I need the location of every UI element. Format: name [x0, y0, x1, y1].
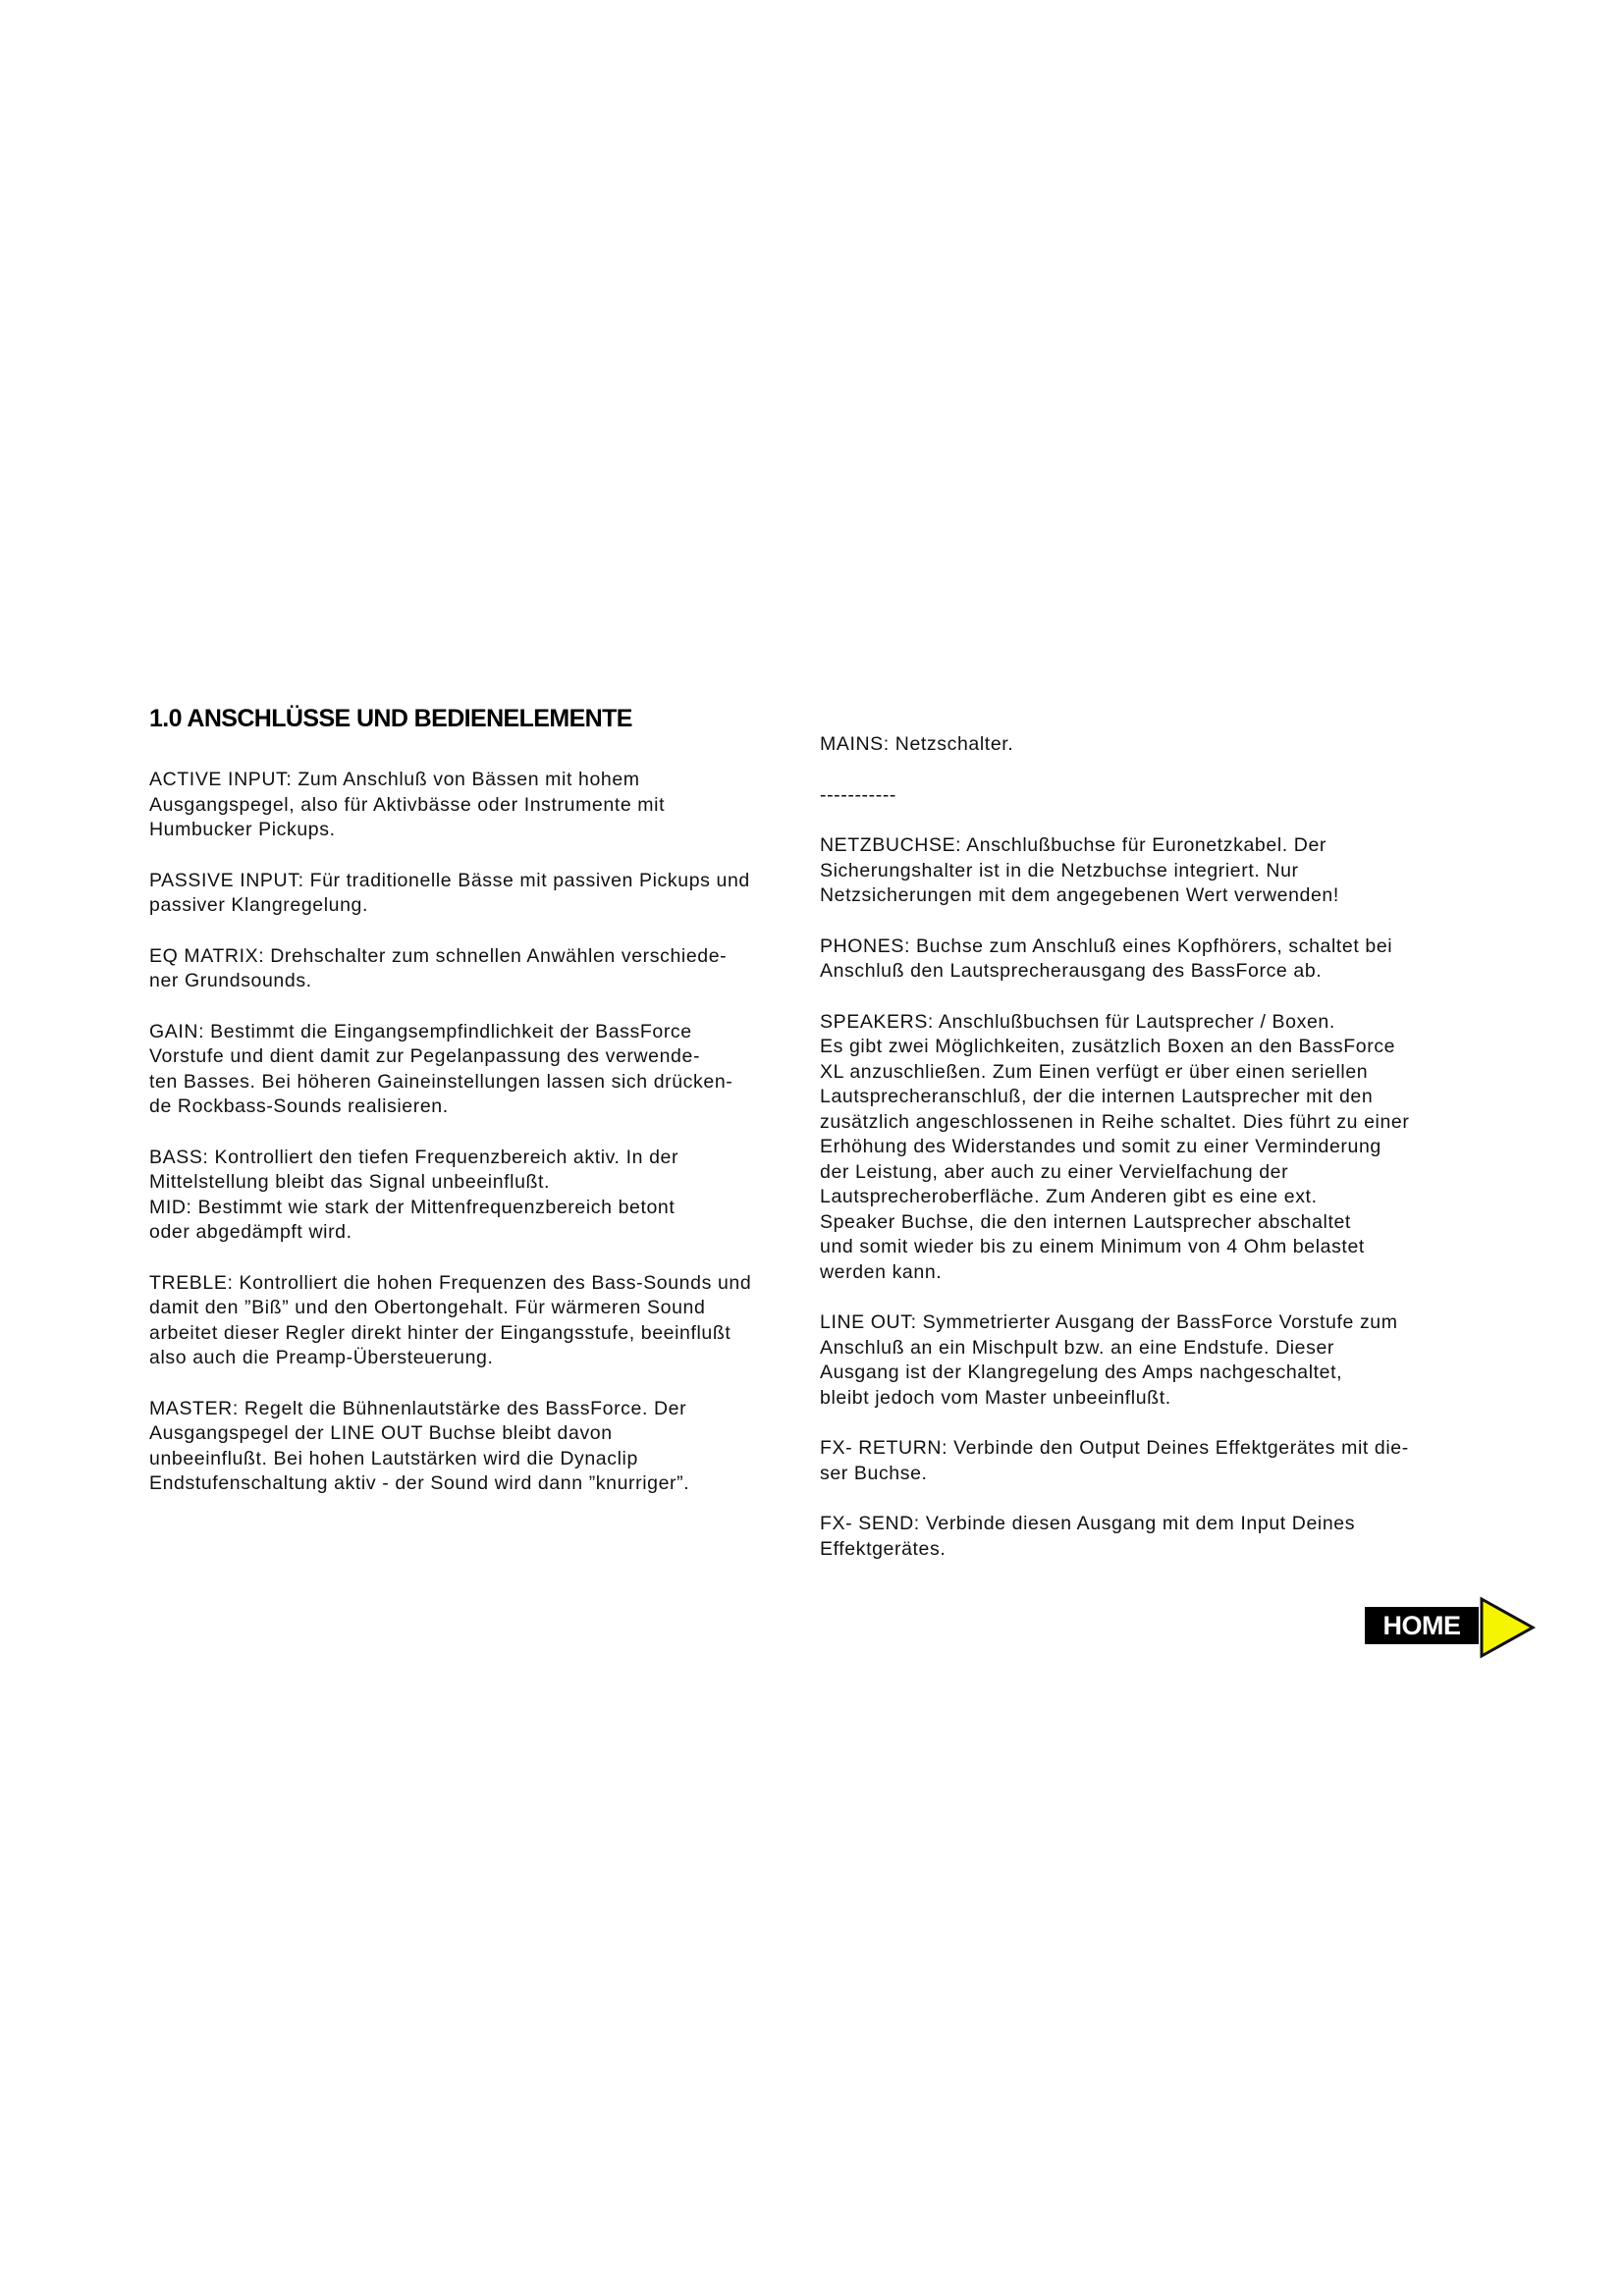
text-line: unbeeinflußt. Bei hohen Lautstärken wird die Dynaclip	[149, 1447, 638, 1469]
right-column	[820, 732, 1483, 1587]
text-line: EQ MATRIX: Drehschalter zum schnellen Anwählen verschiede-	[149, 944, 728, 967]
text-line: arbeitet dieser Regler direkt hinter der Eingangsstufe, beeinflußt	[149, 1321, 731, 1344]
text-line: Netzsicherungen mit dem angegebenen Wert verwenden!	[820, 884, 1339, 906]
text-line: Speaker Buchse, die den internen Lautsprecher abschaltet	[820, 1210, 1351, 1233]
right-paragraph	[820, 1436, 1483, 1486]
right-paragraph	[820, 1310, 1483, 1411]
text-line: ser Buchse.	[820, 1462, 928, 1484]
home-button[interactable]	[1365, 1596, 1542, 1659]
text-line: LINE OUT: Symmetrierter Ausgang der BassForce Vorstufe zum	[820, 1311, 1398, 1333]
right-paragraph	[820, 934, 1483, 985]
text-line: zusätzlich angeschlossenen in Reihe schaltet. Dies führt zu einer	[820, 1110, 1410, 1133]
left-paragraph	[149, 768, 807, 843]
right-paragraph	[820, 783, 1483, 809]
text-line: Mittelstellung bleibt das Signal unbeeinflußt.	[149, 1171, 551, 1193]
right-paragraph	[820, 1512, 1483, 1562]
text-line: NETZBUCHSE: Anschlußbuchse für Euronetzkabel. Der	[820, 834, 1327, 856]
text-line: werden kann.	[820, 1260, 943, 1283]
left-paragraph	[149, 1020, 807, 1120]
text-line: Anschluß den Lautsprecherausgang des BassForce ab.	[820, 960, 1323, 982]
text-line: MID: Bestimmt wie stark der Mittenfrequenzbereich betont	[149, 1196, 676, 1218]
text-line: passiver Klangregelung.	[149, 894, 369, 916]
left-paragraph	[149, 944, 807, 994]
text-line: und somit wieder bis zu einem Minimum von 4 Ohm belastet	[820, 1236, 1365, 1257]
home-label: HOME	[1365, 1607, 1479, 1644]
text-line: BASS: Kontrolliert den tiefen Frequenzbereich aktiv. In der	[149, 1146, 679, 1168]
text-line: Ausgangspegel, also für Aktivbässe oder Instrumente mit	[149, 793, 666, 816]
page-title: 1.0 ANSCHLÜSSE UND BEDIENELEMENTE	[149, 705, 632, 732]
text-line: Sicherungshalter ist in die Netzbuchse integriert. Nur	[820, 859, 1299, 881]
text-line: ten Basses. Bei höheren Gaineinstellungen lassen sich drücken-	[149, 1070, 733, 1093]
text-line: Erhöhung des Widerstandes und somit zu einer Verminderung	[820, 1136, 1381, 1157]
text-line: Ausgang ist der Klangregelung des Amps nachgeschaltet,	[820, 1362, 1343, 1383]
text-line: oder abgedämpft wird.	[149, 1221, 352, 1243]
text-line: PHONES: Buchse zum Anschluß eines Kopfhörers, schaltet bei	[820, 934, 1393, 957]
text-line: MASTER: Regelt die Bühnenlautstärke des BassForce. Der	[149, 1397, 687, 1419]
right-paragraph	[820, 1010, 1483, 1286]
left-paragraph	[149, 1146, 807, 1246]
text-line: FX- SEND: Verbinde diesen Ausgang mit dem Input Deines	[820, 1513, 1356, 1534]
right-paragraph	[820, 732, 1483, 758]
left-paragraph	[149, 1271, 807, 1371]
text-line: de Rockbass-Sounds realisieren.	[149, 1095, 449, 1117]
text-line: ACTIVE INPUT: Zum Anschluß von Bässen mit hohem	[149, 769, 640, 790]
text-line: XL anzuschließen. Zum Einen verfügt er über einen seriellen	[820, 1060, 1369, 1083]
text-line: bleibt jedoch vom Master unbeeinflußt.	[820, 1386, 1171, 1409]
text-line: Anschluß an ein Mischpult bzw. an eine Endstufe. Dieser	[820, 1336, 1335, 1359]
text-line: der Leistung, aber auch zu einer Vervielfachung der	[820, 1160, 1289, 1183]
text-line: Es gibt zwei Möglichkeiten, zusätzlich Boxen an den BassForce	[820, 1036, 1396, 1057]
text-line: MAINS: Netzschalter.	[820, 733, 1014, 755]
text-line: Endstufenschaltung aktiv - der Sound wird dann ”knurriger”.	[149, 1472, 690, 1494]
text-line: damit den ”Biß” und den Obertongehalt. Für wärmeren Sound	[149, 1297, 706, 1318]
arrow-right-icon	[1479, 1596, 1538, 1659]
left-column	[149, 768, 807, 1522]
left-paragraph	[149, 869, 807, 919]
right-paragraph	[820, 833, 1483, 909]
text-line: Effektgerätes.	[820, 1537, 947, 1560]
text-line: Lautsprecheroberfläche. Zum Anderen gibt es eine ext.	[820, 1186, 1318, 1207]
text-line: PASSIVE INPUT: Für traditionelle Bässe mit passiven Pickups und	[149, 869, 750, 891]
text-line: Ausgangspegel der LINE OUT Buchse bleibt davon	[149, 1422, 613, 1444]
text-line: ner Grundsounds.	[149, 970, 312, 991]
text-line: -----------	[820, 783, 897, 806]
text-line: Humbucker Pickups.	[149, 819, 336, 840]
text-line: also auch die Preamp-Übersteuerung.	[149, 1347, 494, 1368]
text-line: GAIN: Bestimmt die Eingangsempfindlichkeit der BassForce	[149, 1020, 692, 1042]
left-paragraph	[149, 1397, 807, 1497]
text-line: Vorstufe und dient damit zur Pegelanpassung des verwende-	[149, 1045, 701, 1067]
text-line: FX- RETURN: Verbinde den Output Deines Effektgerätes mit die-	[820, 1437, 1409, 1459]
text-line: SPEAKERS: Anschlußbuchsen für Lautsprecher / Boxen.	[820, 1010, 1335, 1033]
text-line: Lautsprecheranschluß, der die internen Lautsprecher mit den	[820, 1086, 1374, 1107]
text-line: TREBLE: Kontrolliert die hohen Frequenzen des Bass-Sounds und	[149, 1271, 752, 1294]
